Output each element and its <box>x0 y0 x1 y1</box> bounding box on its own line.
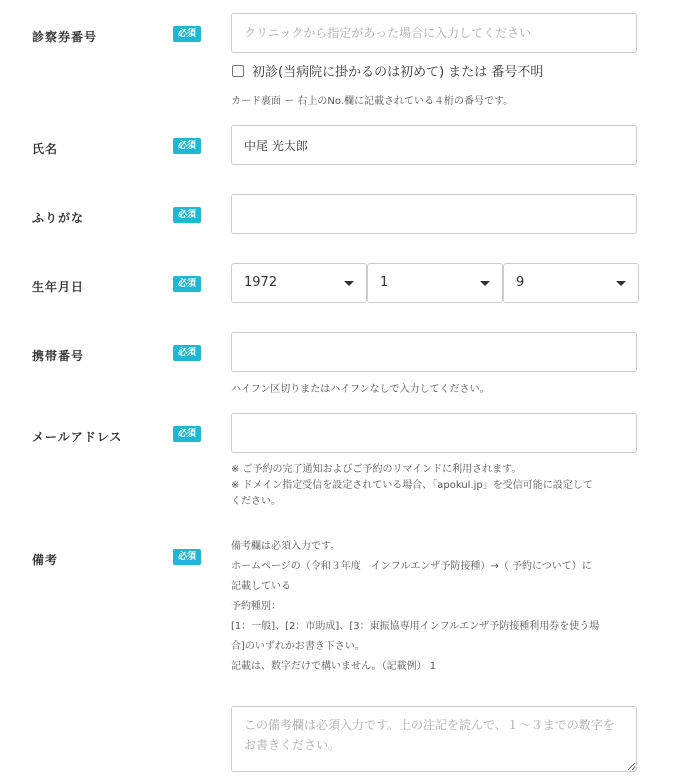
required-badge: 必須 <box>173 276 201 292</box>
mobile-label: 携帯番号 <box>32 349 85 363</box>
remarks-line: 記載している <box>231 581 291 592</box>
birth-year-value: 1972 <box>244 275 278 290</box>
required-badge: 必須 <box>173 426 201 442</box>
remarks-label: 備考 <box>32 553 59 567</box>
furigana-input[interactable] <box>231 194 637 234</box>
remarks-line: ホームページの（令和３年度 インフルエンザ予防接種）→（ 予約について）に <box>231 561 592 572</box>
furigana-label: ふりがな <box>32 211 85 225</box>
remarks-line: 備考欄は必須入力です。 <box>231 541 341 552</box>
birthdate-label: 生年月日 <box>32 280 85 294</box>
remarks-line: 予約種別： <box>231 601 281 612</box>
name-input[interactable] <box>231 125 637 165</box>
chevron-down-icon <box>480 281 490 286</box>
required-badge: 必須 <box>173 207 201 223</box>
chevron-down-icon <box>616 281 626 286</box>
first-visit-checkbox[interactable] <box>232 65 244 77</box>
birth-day-value: 9 <box>516 275 525 290</box>
mobile-input[interactable] <box>231 332 637 372</box>
name-label: 氏名 <box>32 142 59 156</box>
clinic-no-input[interactable] <box>231 13 637 53</box>
email-note-3: ください。 <box>231 496 281 507</box>
remarks-line: [1：一般]、[2：市助成]、[3：東振協専用インフルエンザ予防接種利用券を使う場 <box>231 621 600 632</box>
birth-month-select[interactable] <box>367 263 503 303</box>
required-badge: 必須 <box>173 549 201 565</box>
birth-month-value: 1 <box>380 275 389 290</box>
remarks-line: 合]のいずれかお書き下さい。 <box>231 641 365 652</box>
email-label: メールアドレス <box>32 430 123 444</box>
required-badge: 必須 <box>173 345 201 361</box>
required-badge: 必須 <box>173 138 201 154</box>
remarks-line: 記載は、数字だけで構いません。（記載例） 1 <box>231 661 437 672</box>
email-input[interactable] <box>231 413 637 453</box>
required-badge: 必須 <box>173 26 201 42</box>
clinic-no-label: 診察券番号 <box>32 30 98 44</box>
birth-day-select[interactable] <box>503 263 639 303</box>
clinic-no-note: カード裏面 ー 右上のNo.欄に記載されている４桁の番号です。 <box>231 96 514 107</box>
mobile-note: ハイフン区切りまたはハイフンなしで入力してください。 <box>231 384 490 395</box>
remarks-textarea[interactable] <box>231 706 637 772</box>
email-note-1: ※ ご予約の完了通知およびご予約のリマインドに利用されます。 <box>231 464 522 475</box>
email-note-2: ※ ドメイン指定受信を設定されている場合、「apokul.jp」を受信可能に設定して <box>231 480 593 491</box>
first-visit-row <box>231 61 543 80</box>
chevron-down-icon <box>344 281 354 286</box>
remarks-instructions <box>231 537 641 677</box>
first-visit-label[interactable]: 初診(当病院に掛かるのは初めて) または 番号不明 <box>252 65 544 80</box>
birth-year-select[interactable] <box>231 263 367 303</box>
